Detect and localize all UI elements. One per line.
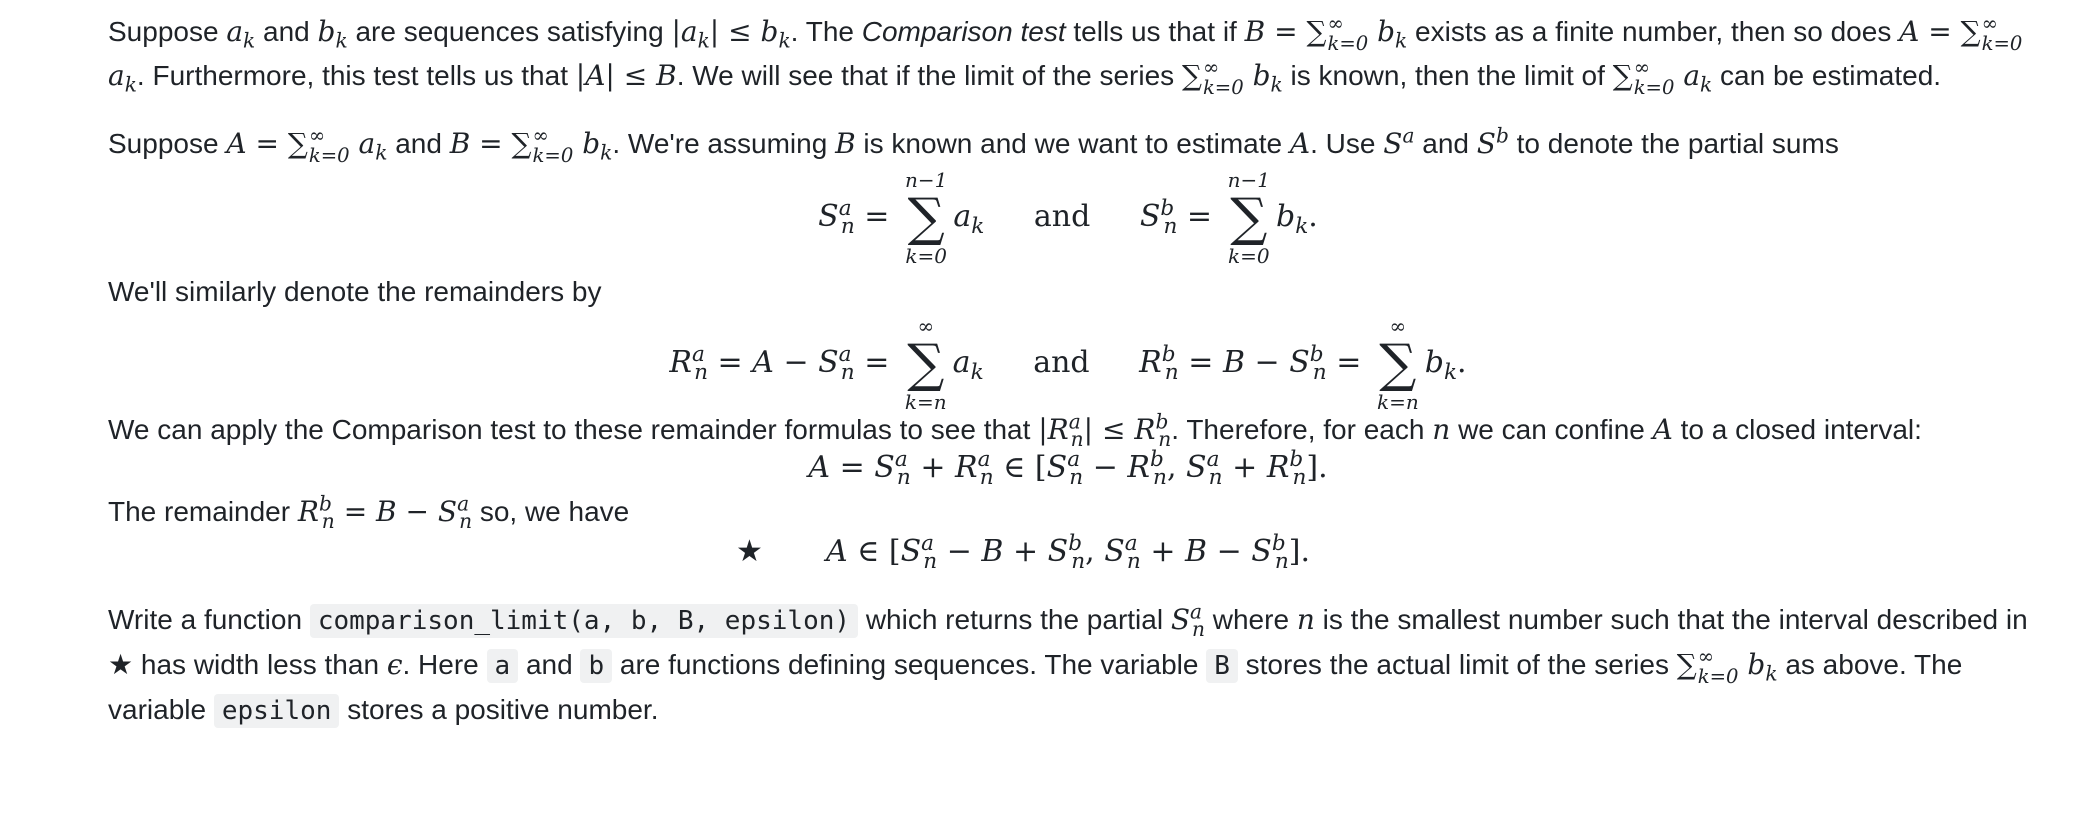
term-comparison-test: Comparison test [861, 16, 1066, 47]
math-B-sum: B = ∑ ∞ k=0 $b_k$ [1244, 11, 1408, 55]
text-run: stores a positive number. [347, 694, 659, 725]
code-epsilon: epsilon [214, 694, 340, 728]
sigma-symbol: ∑ [1230, 188, 1268, 248]
text-run: We'll similarly denote the remainders by [108, 276, 602, 307]
text-run: and [1033, 345, 1090, 380]
text-run: where [1212, 604, 1290, 635]
math-A: A [1289, 127, 1311, 160]
text-run: The remainder [108, 496, 291, 527]
math-sum-b: ∑ ∞ k=0 $b_k$ [1181, 55, 1283, 99]
paragraph-comparison-test [108, 10, 2028, 98]
sum-upper-limit: n−1 [1227, 168, 1270, 192]
sum-upper-limit: n−1 [904, 168, 948, 192]
text-run: which returns the partial [865, 604, 1164, 635]
text-run: is known, then the limit of [1290, 60, 1605, 91]
text-run: . Here [402, 649, 479, 680]
text-run: as above. The variable [108, 649, 1963, 725]
star-reference: ★ [108, 648, 134, 681]
text-run: tells us that if [1073, 16, 1237, 47]
equation-partial-sums: $S^a_n$ = n−1 ∑ k=0 $a_k$ and $S^b_n$ = n−1 ∑ k=0 $b_k$. [818, 168, 1318, 268]
math-abs-A-le-B: |A| ≤ B [575, 59, 677, 92]
math-S-a: $S^a$ [1383, 123, 1415, 160]
sum-lower-limit: k=0 [905, 244, 947, 268]
text-run: exists as a finite number, then so does [1415, 16, 1892, 47]
text-run: and [525, 649, 573, 680]
text-run: Suppose [108, 16, 219, 47]
text-run: is known and we want to estimate [863, 128, 1283, 159]
equation-starred-interval: ★ A ∈ [$S^a_n - B + S^b_n$, $S^a_n + B - S^b_n$]. [736, 531, 1311, 574]
math-epsilon: ϵ [386, 648, 403, 681]
text-run: We can apply the Comparison test to these remainder formulas to see that [108, 414, 1031, 445]
equation-interval: $A = S^a_n + R^a_n$ ∈ [$S^a_n - R^b_n$, $S^a_n + R^b_n$]. [808, 447, 1328, 490]
text-run: and [395, 128, 442, 159]
text-run: . We will see that if the limit of the series [676, 60, 1175, 91]
text-run: can be estimated. [1720, 60, 1942, 91]
sum-lower-limit: k=n [1376, 390, 1419, 414]
text-run: . We're assuming [612, 128, 828, 159]
equation-remainders: $R^a_n = A - S^a_n$ = ∞ ∑ k=n $a_k$ and $R^b_n = B - S^b_n$ = ∞ ∑ k=n $b_k$. [669, 314, 1467, 414]
sigma-symbol: ∑ [907, 334, 945, 394]
paragraph-partial-sums [108, 122, 2028, 166]
math-remainder-b: $R^b_n = B - S^a_n$ [297, 491, 473, 533]
text-run: are functions defining sequences. The variable [619, 649, 1199, 680]
paragraph-remainders-intro [108, 270, 2028, 314]
text-run: . Use [1310, 128, 1376, 159]
text-run: . Furthermore, this test tells us that [136, 60, 568, 91]
text-run: has width less than [140, 649, 380, 680]
math-A-sum: A = ∑ ∞ k=0 $a_k$ [108, 11, 2023, 97]
math-A-sum: A = ∑ ∞ k=0 $a_k$ [226, 123, 388, 167]
text-run: . Therefore, for each [1171, 414, 1425, 445]
text-run: . The [790, 16, 854, 47]
text-run: to denote the partial sums [1516, 128, 1839, 159]
text-run: to a closed interval: [1680, 414, 1922, 445]
math-sum-b: ∑ ∞ k=0 $b_k$ [1676, 644, 1778, 688]
text-run: Write a function [108, 604, 303, 635]
text-run: stores the actual limit of the series [1245, 649, 1669, 680]
math-remainder-bound: $|R^a_n| \le R^b_n$ [1038, 409, 1172, 451]
code-a: a [487, 649, 519, 683]
star-marker: ★ [736, 534, 763, 569]
text-run: are sequences satisfying [355, 16, 664, 47]
math-B: B [835, 127, 856, 160]
math-b-k: $b_k$ [317, 15, 348, 53]
math-n: n [1432, 413, 1451, 446]
sigma-symbol: ∑ [1379, 334, 1417, 394]
code-function-signature: comparison_limit(a, b, B, epsilon) [310, 604, 858, 638]
code-B: B [1206, 649, 1238, 683]
text-run: is the smallest number such that the interval described in [1322, 604, 2028, 635]
text-run: and [1422, 128, 1469, 159]
math-inequality: $|a_k| \le b_k$ [671, 15, 791, 53]
math-S-a-n: $S^a_n$ [1170, 599, 1205, 641]
sum-upper-limit: ∞ [917, 314, 935, 338]
problem-statement [108, 10, 2028, 733]
math-n: n [1296, 603, 1315, 636]
text-run: so, we have [479, 496, 630, 527]
math-A: A [1652, 413, 1673, 446]
math-S-b: $S^b$ [1476, 123, 1509, 160]
sigma-symbol: ∑ [907, 188, 945, 248]
math-a-k: $a_k$ [226, 15, 256, 53]
text-run: and [263, 16, 310, 47]
sum-lower-limit: k=0 [1227, 244, 1270, 268]
code-b: b [580, 649, 612, 683]
math-sum-a: ∑ ∞ k=0 $a_k$ [1612, 55, 1713, 99]
text-run: Suppose [108, 128, 219, 159]
sum-lower-limit: k=n [904, 390, 947, 414]
text-run: we can confine [1458, 414, 1645, 445]
math-B-sum: B = ∑ ∞ k=0 $b_k$ [449, 123, 613, 167]
sum-upper-limit: ∞ [1389, 314, 1407, 338]
paragraph-task [108, 598, 2028, 733]
text-run: and [1033, 199, 1091, 234]
paragraph-remainder-b [108, 490, 2028, 534]
